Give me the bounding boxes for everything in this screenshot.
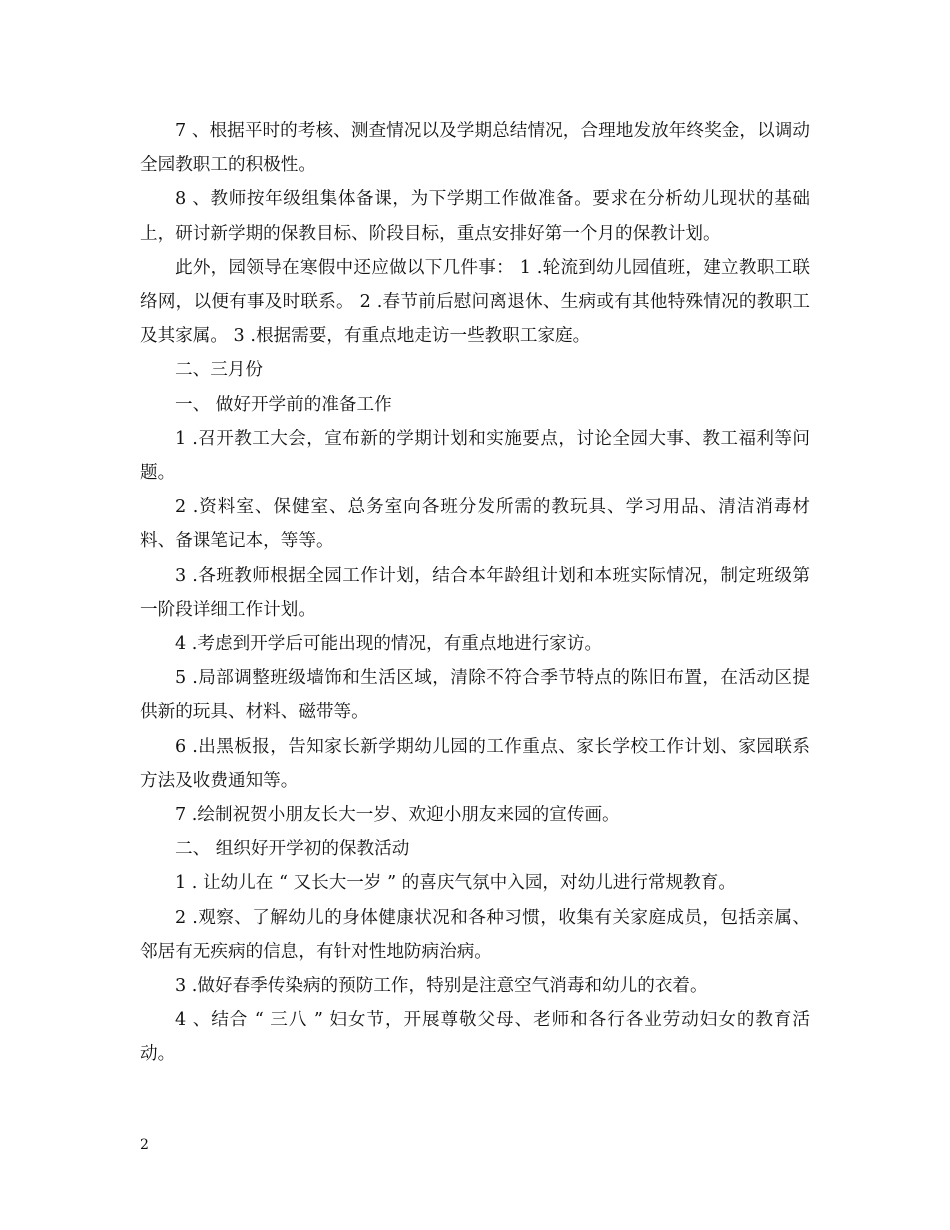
page-number: 2: [140, 1137, 149, 1153]
list-item: 1 . 让幼儿在 “ 又长大一岁 ” 的喜庆气氛中入园，对幼儿进行常规教育。: [175, 873, 736, 894]
subsection-heading: 二、 组织好开学初的保教活动: [175, 839, 410, 860]
list-item: 4 .考虑到开学后可能出现的情况，有重点地进行家访。: [175, 634, 603, 655]
list-item: 3 .做好春季传染病的预防工作，特别是注意空气消毒和幼儿的衣着。: [175, 976, 708, 997]
list-item: 7 .绘制祝贺小朋友长大一岁、欢迎小朋友来园的宣传画。: [175, 805, 620, 826]
list-item: 5 .局部调整班级墙饰和生活区域，清除不符合季节特点的陈旧布置，在活动区提供新的玩具、材料、磁带等。: [140, 668, 810, 723]
list-item: 4 、结合 “ 三八 ” 妇女节，开展尊敬父母、老师和各行各业劳动妇女的教育活动。: [140, 1010, 810, 1065]
paragraph: 此外，园领导在寒假中还应做以下几件事： 1 .轮流到幼儿园值班，建立教职工联络网，以便有事及时联系。 2 .春节前后慰问离退休、生病或有其他特殊情况的教职工及其家属。 3 .根据需要，有重点地走访一些教职工家庭。: [140, 257, 810, 347]
paragraph: 7 、根据平时的考核、测查情况以及学期总结情况，合理地发放年终奖金，以调动全园教职工的积极性。: [140, 121, 810, 176]
paragraph: 8 、教师按年级组集体备课，为下学期工作做准备。要求在分析幼儿现状的基础上，研讨新学期的保教目标、阶段目标，重点安排好第一个月的保教计划。: [140, 189, 810, 244]
list-item: 2 .观察、了解幼儿的身体健康状况和各种习惯，收集有关家庭成员，包括亲属、邻居有无疾病的信息，有针对性地防病治病。: [140, 907, 810, 962]
list-item: 6 .出黑板报，告知家长新学期幼儿园的工作重点、家长学校工作计划、家园联系方法及收费通知等。: [140, 736, 810, 791]
subsection-heading: 一、 做好开学前的准备工作: [175, 394, 392, 415]
list-item: 3 .各班教师根据全园工作计划，结合本年龄组计划和本班实际情况，制定班级第一阶段详细工作计划。: [140, 565, 810, 620]
list-item: 1 .召开教工大会，宣布新的学期计划和实施要点，讨论全园大事、教工福利等问题。: [140, 428, 810, 484]
list-item: 2 .资料室、保健室、总务室向各班分发所需的教玩具、学习用品、清洁消毒材料、备课笔记本，等等。: [140, 497, 810, 552]
section-heading: 二、三月份: [175, 360, 263, 381]
document-body: [140, 114, 810, 1072]
